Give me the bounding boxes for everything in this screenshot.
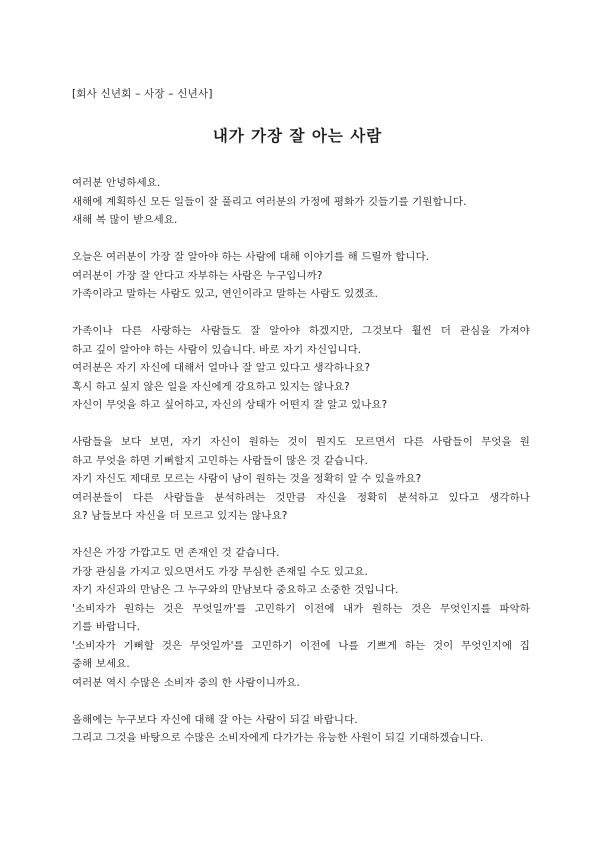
document-body [72,174,530,766]
paragraph-line: 여러분이 가장 잘 안다고 자부하는 사람은 누구입니까? [72,269,323,282]
paragraph-line: 오늘은 여러분이 가장 잘 알아야 하는 사람에 대해 이야기를 해 드릴까 합니다. [72,251,430,263]
paragraph-line: 여러분은 자기 자신에 대해서 얼마나 잘 알고 있다고 생각하나요? [72,362,371,374]
paragraph-line: 자신이 무엇을 하고 싶어하고, 자신의 상태가 어떤지 잘 알고 있나요? [72,399,388,411]
paragraph-line: 요? 남들보다 자신을 더 모르고 있지는 않나요? [72,510,288,522]
paragraph-line: 새해 복 많이 받으세요. [72,214,178,226]
paragraph-line: 혹시 하고 싶지 않은 일을 자신에게 강요하고 있지는 않나요? [72,380,350,393]
paragraph-line: 여러분들이 다른 사람들을 분석하려는 것만큼 자신을 정확히 분석하고 있다고 생각하나 [72,491,530,504]
paragraph-line: '소비자가 원하는 것은 무엇일까'를 고민하기 이전에 내가 원하는 것은 무엇인지를 파악하 [72,602,530,615]
paragraph-line: 그리고 그것을 바탕으로 수많은 소비자에게 다가가는 유능한 사원이 되길 기대하겠습니다. [72,732,484,744]
paragraph-line: 가장 관심을 가지고 있으면서도 가장 무심한 존재일 수도 있고요. [72,565,368,578]
paragraph [72,174,530,230]
paragraph-line: 자기 자신도 제대로 모르는 사람이 남이 원하는 것을 정확히 알 수 있을까요? [72,473,422,485]
paragraph-line: 중해 보세요. [72,658,130,670]
paragraph-line: 가족이나 다른 사랑하는 사람들도 잘 알아야 하겠지만, 그것보다 훨씬 더 관심을 가져야 [72,325,530,337]
paragraph-line: 여러분 역시 수많은 소비자 중의 한 사람이니까요. [72,676,300,689]
paragraph-line: 하고 무엇을 하면 기뻐할지 고민하는 사람들이 많은 것 같습니다. [72,454,368,467]
document-title: 내가 가장 잘 아는 사람 [212,127,383,145]
paragraph-line: '소비자가 기뻐할 것은 무엇일까'를 고민하기 이전에 나를 기쁘게 하는 것이 무엇인지에 집 [72,639,530,652]
paragraph-line: 사람들을 보다 보면, 자기 자신이 원하는 것이 뭔지도 모르면서 다른 사람들이 무엇을 원 [72,436,530,448]
document-header-tag: [회사 신년회 – 사장 – 신년사] [72,88,213,100]
paragraph-line: 하고 깊이 알아야 하는 사람이 있습니다. 바로 자기 자신입니다. [72,343,362,356]
paragraph-line: 올해에는 누구보다 자신에 대해 잘 아는 사람이 되길 바랍니다. [72,713,358,726]
paragraph [72,322,530,415]
paragraph-line: 자기 자신과의 만남은 그 누구와의 만남보다 중요하고 소중한 것입니다. [72,584,399,596]
paragraph [72,248,530,304]
paragraph-line: 기를 바랍니다. [72,621,141,633]
paragraph [72,711,530,748]
paragraph-line: 자신은 가장 가깝고도 먼 존재인 것 같습니다. [72,547,280,559]
paragraph-line: 여러분 안녕하세요. [72,177,161,189]
paragraph-line: 가족이라고 말하는 사람도 있고, 연인이라고 말하는 사람도 있겠죠. [72,288,379,300]
paragraph [72,544,530,692]
paragraph [72,433,530,526]
paragraph-line: 새해에 계획하신 모든 일들이 잘 풀리고 여러분의 가정에 평화가 깃들기를 기원합니다. [72,195,467,208]
